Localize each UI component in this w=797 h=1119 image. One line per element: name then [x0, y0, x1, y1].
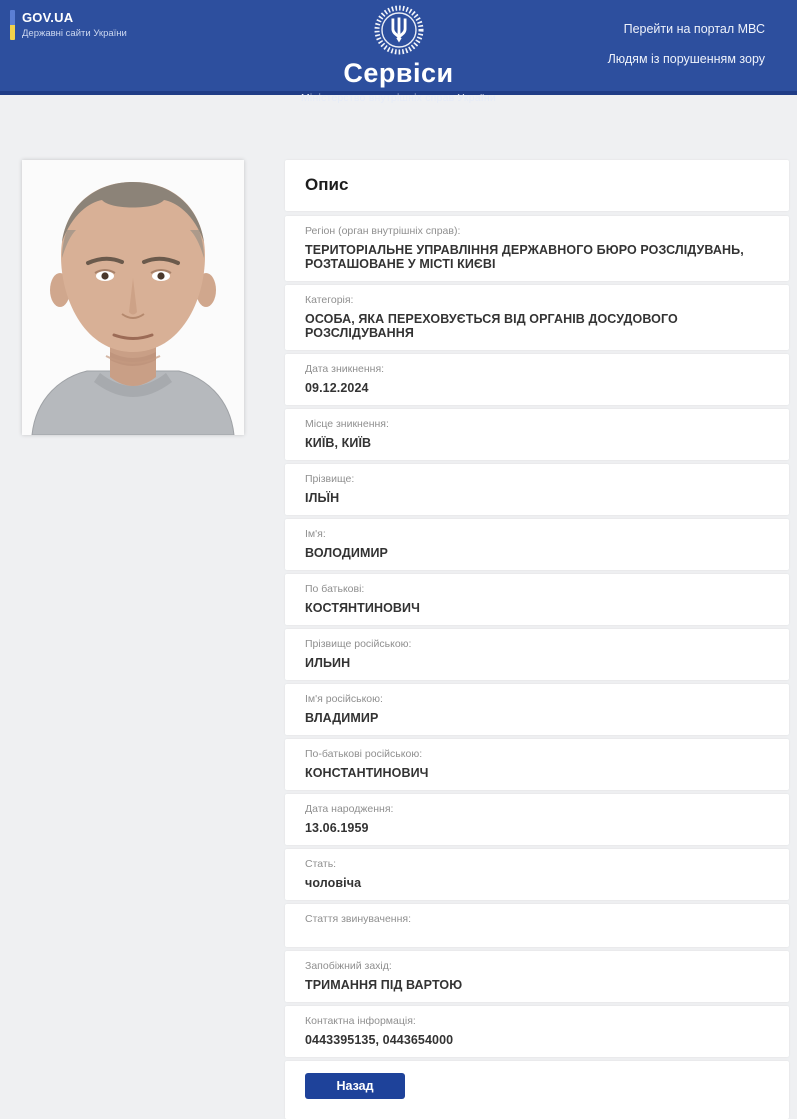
- field-value: ОСОБА, ЯКА ПЕРЕХОВУЄТЬСЯ ВІД ОРГАНІВ ДОСУДОВОГО РОЗСЛІДУВАННЯ: [305, 312, 678, 340]
- description-panel: [285, 160, 789, 1119]
- field-category: [285, 285, 789, 350]
- link-mvs-portal[interactable]: Перейти на портал МВС: [623, 22, 765, 36]
- field-value: 09.12.2024: [305, 381, 369, 395]
- field-surname: [285, 464, 789, 515]
- govua-subtitle: Державні сайти України: [22, 28, 127, 39]
- field-label: По-батькові російською:: [305, 748, 423, 760]
- field-label: Регіон (орган внутрішніх справ):: [305, 225, 461, 237]
- field-label: Дата зникнення:: [305, 363, 385, 375]
- field-value: 0443395135, 0443654000: [305, 1033, 454, 1047]
- field-sex: [285, 849, 789, 900]
- field-label: Стаття звинувачення:: [305, 913, 411, 925]
- govua-flag-icon: [10, 10, 15, 40]
- field-label: Контактна інформація:: [305, 1015, 416, 1027]
- field-disappearance-date: [285, 354, 789, 405]
- field-restraint-measure: [285, 951, 789, 1002]
- link-visually-impaired[interactable]: Людям із порушенням зору: [607, 52, 765, 66]
- back-button[interactable]: Назад: [305, 1073, 405, 1099]
- field-disappearance-place: [285, 409, 789, 460]
- field-patronymic-russian: [285, 739, 789, 790]
- field-value: чоловіча: [305, 876, 362, 890]
- field-label: По батькові:: [305, 583, 365, 595]
- brand-title: Сервіси: [343, 58, 454, 88]
- field-label: Дата народження:: [305, 803, 394, 815]
- main-content: [0, 95, 797, 1119]
- field-label: Ім'я російською:: [305, 693, 383, 705]
- wanted-person-photo: [22, 160, 244, 435]
- field-firstname: [285, 519, 789, 570]
- field-patronymic: [285, 574, 789, 625]
- site-header: [0, 0, 797, 104]
- mvs-brand[interactable]: [189, 4, 609, 104]
- brand-subtitle: Міністерство внутрішніх справ України: [300, 92, 496, 104]
- page-title: Опис: [305, 175, 349, 194]
- field-value: КОСТЯНТИНОВИЧ: [305, 601, 421, 615]
- field-value: КИЇВ, КИЇВ: [305, 436, 372, 450]
- header-links: [608, 22, 765, 66]
- govua-title: GOV.UA: [22, 10, 74, 25]
- field-label: Прізвище російською:: [305, 638, 412, 650]
- field-label: Ім'я:: [305, 528, 326, 540]
- field-value: ТРИМАННЯ ПІД ВАРТОЮ: [305, 978, 463, 992]
- field-contact-info: [285, 1006, 789, 1057]
- field-accusation-article: [285, 904, 789, 947]
- mvs-emblem-icon: [373, 4, 425, 56]
- govua-logo[interactable]: [10, 10, 127, 40]
- field-label: Стать:: [305, 858, 337, 870]
- field-firstname-russian: [285, 684, 789, 735]
- field-value: ВЛАДИМИР: [305, 711, 379, 725]
- field-label: Категорія:: [305, 294, 354, 306]
- description-card: [285, 160, 789, 211]
- field-value: ТЕРИТОРІАЛЬНЕ УПРАВЛІННЯ ДЕРЖАВНОГО БЮРО РОЗСЛІДУВАНЬ, РОЗТАШОВАНЕ У МІСТІ КИЄВІ: [305, 243, 744, 271]
- field-value: 13.06.1959: [305, 821, 369, 835]
- field-surname-russian: [285, 629, 789, 680]
- field-label: Запобіжний захід:: [305, 960, 392, 972]
- field-value: КОНСТАНТИНОВИЧ: [305, 766, 429, 780]
- field-label: Місце зникнення:: [305, 418, 389, 430]
- field-region: [285, 216, 789, 281]
- back-button-card: [285, 1061, 789, 1119]
- field-value: ИЛЬИН: [305, 656, 351, 670]
- field-label: Прізвище:: [305, 473, 355, 485]
- field-birth-date: [285, 794, 789, 845]
- field-value: ІЛЬЇН: [305, 491, 340, 505]
- field-value: ВОЛОДИМИР: [305, 546, 388, 560]
